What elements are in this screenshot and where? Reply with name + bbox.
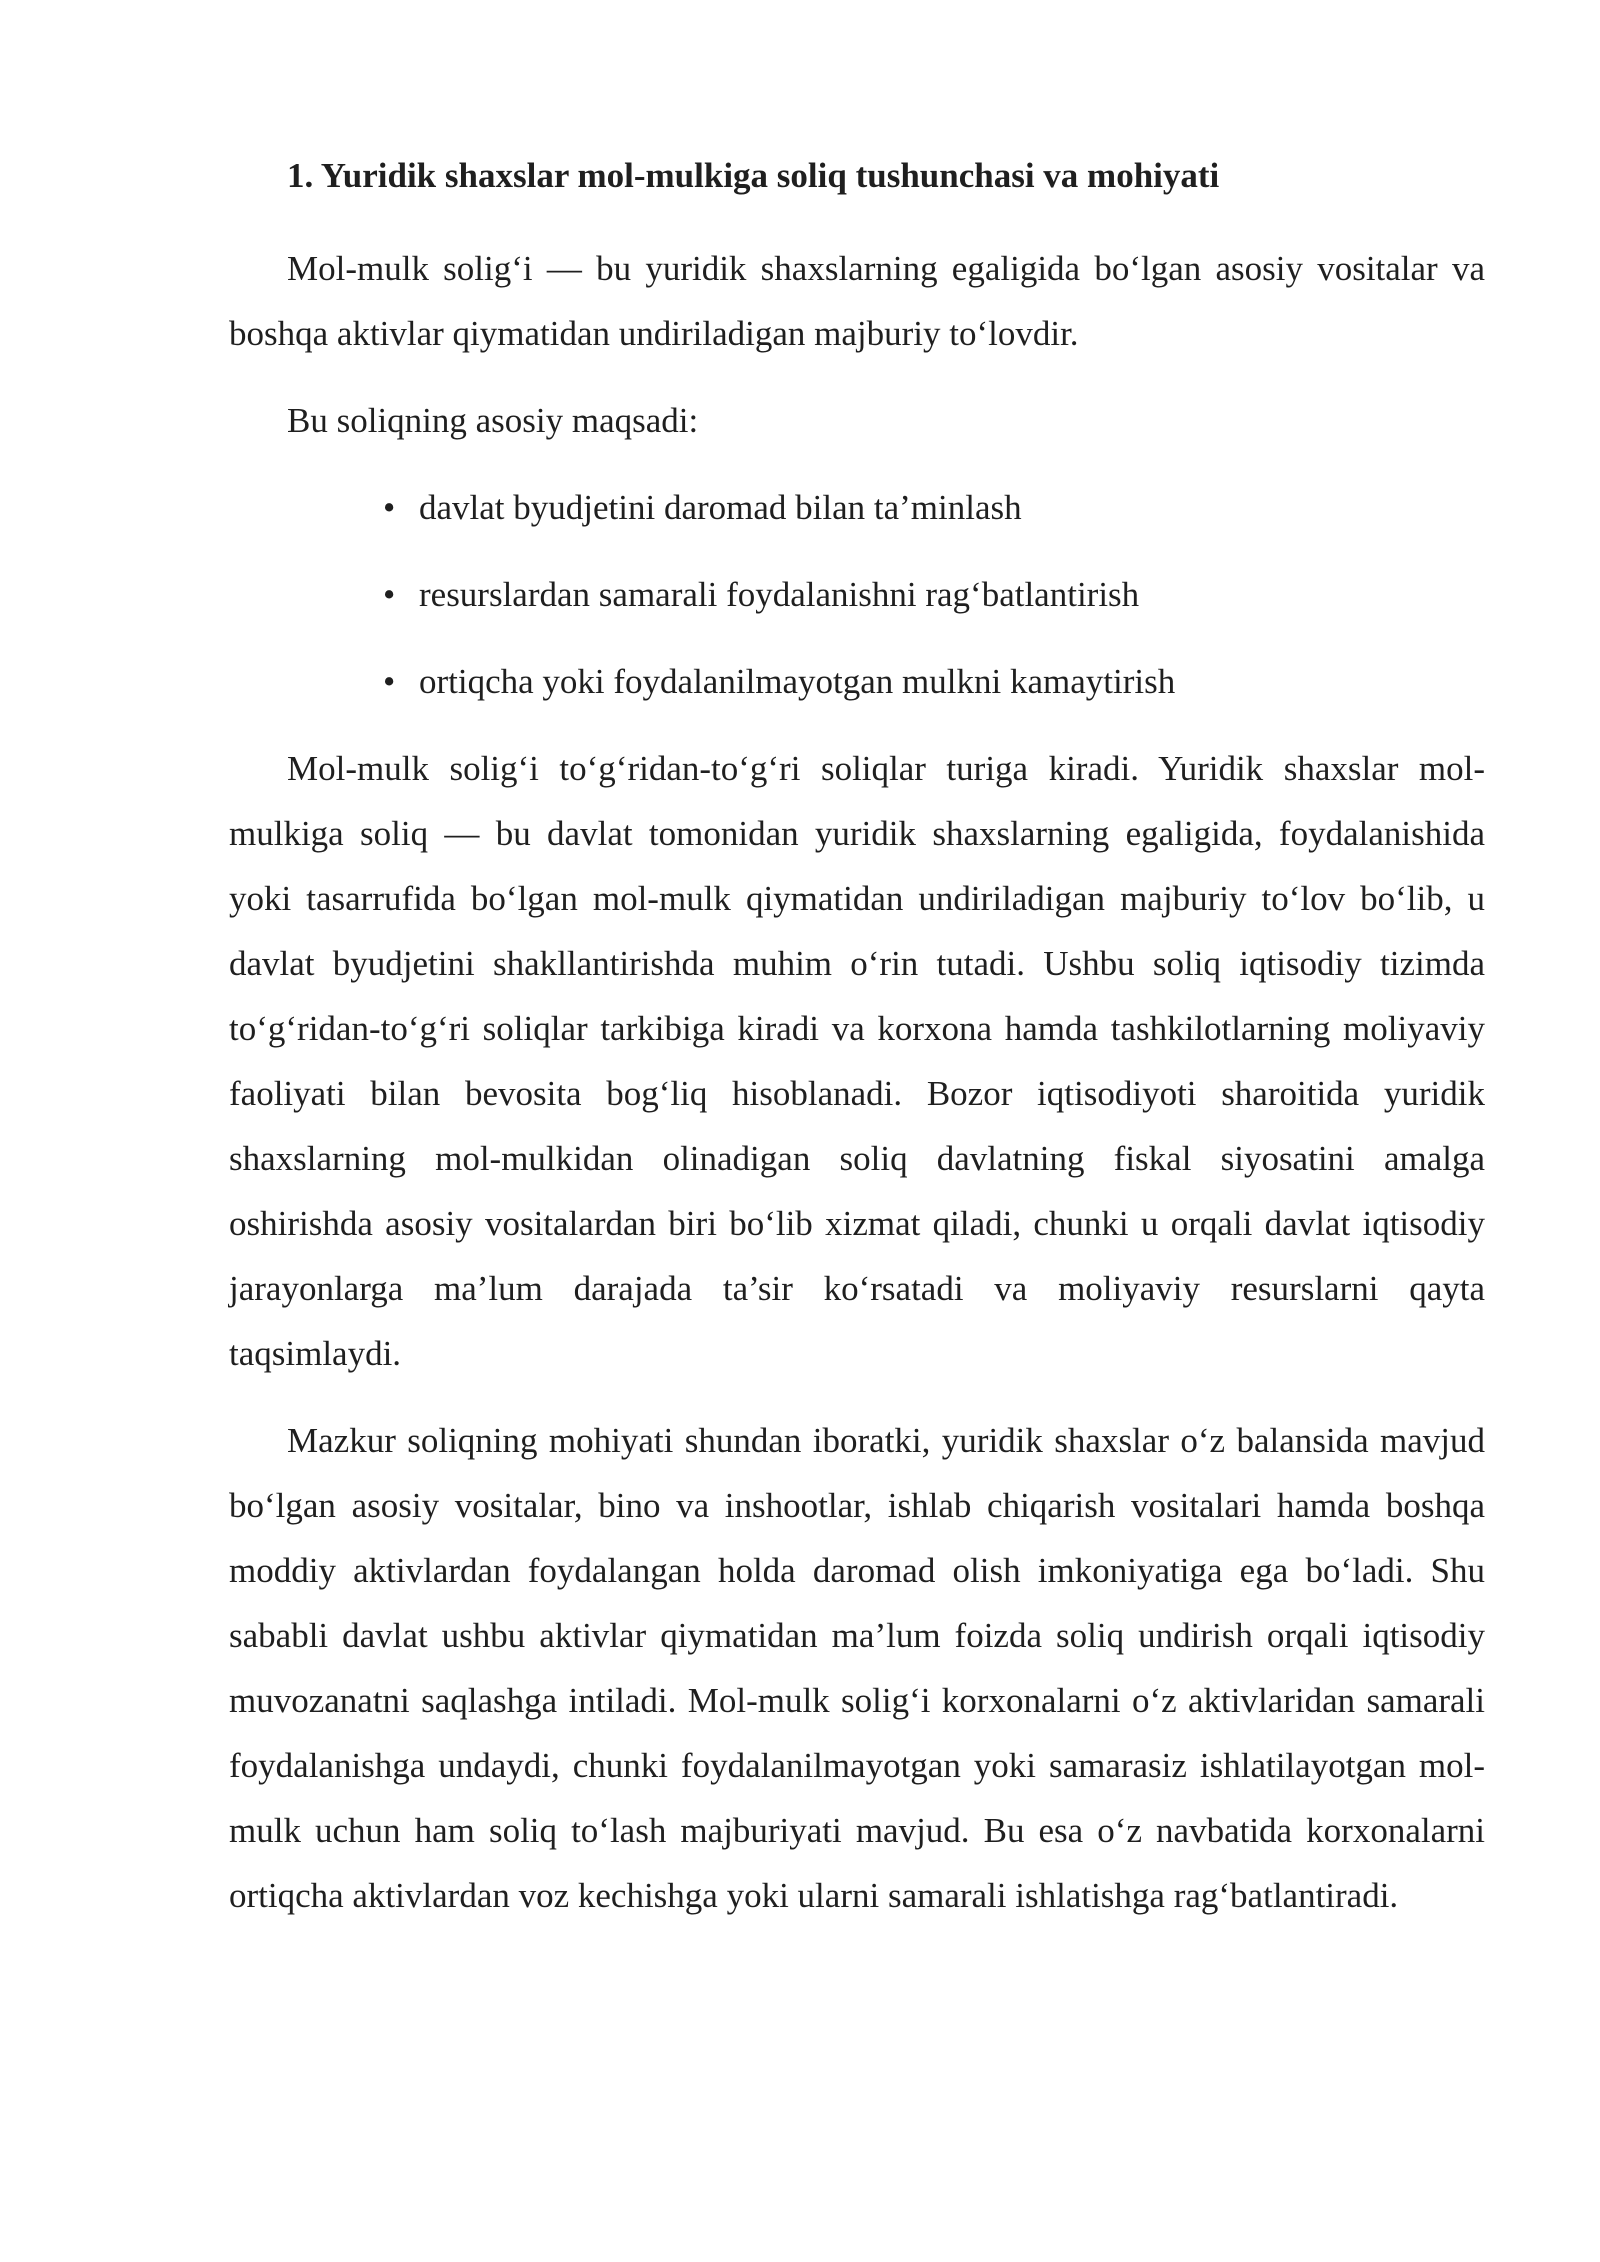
intro-paragraph: Mol-mulk solig‘i — bu yuridik shaxslarning egaligida bo‘lgan asosiy vositalar va boshqa aktivlar qiymatidan undiriladigan majburiy to‘lovdir.: [229, 249, 1485, 353]
list-item: [229, 649, 1485, 714]
document-body: [229, 148, 1485, 1928]
bullet-icon: •: [383, 662, 396, 701]
list-item-text: resurslardan samarali foydalanishni rag‘batlantirish: [419, 575, 1140, 614]
aim-lead-paragraph: Bu soliqning asosiy maqsadi:: [287, 401, 699, 440]
list-item-text: ortiqcha yoki foydalanilmayotgan mulkni kamaytirish: [419, 662, 1176, 701]
list-item-text: davlat byudjetini daromad bilan ta’minlash: [419, 488, 1022, 527]
list-item: [229, 562, 1485, 627]
list-item: [229, 475, 1485, 540]
aims-list: [229, 475, 1485, 714]
bullet-icon: •: [383, 575, 396, 614]
bullet-icon: •: [383, 488, 396, 527]
section-heading: 1. Yuridik shaxslar mol-mulkiga soliq tushunchasi va mohiyati: [287, 156, 1220, 195]
body-paragraph-3: Mazkur soliqning mohiyati shundan iboratki, yuridik shaxslar o‘z balansida mavjud bo‘lgan asosiy vositalar, bino va inshootlar, ishlab chiqarish vositalari hamda boshqa moddiy aktivlardan foydalangan holda daromad olish imkoniyatiga ega bo‘ladi. Shu sababli davlat ushbu aktivlar qiymatidan ma’lum foizda soliq undirish orqali iqtisodiy muvozanatni saqlashga intiladi. Mol-mulk solig‘i korxonalarni o‘z aktivlaridan samarali foydalanishga undaydi, chunki foydalanilmayotgan yoki samarasiz ishlatilayotgan mol-mulk uchun ham soliq to‘lash majburiyati mavjud. Bu esa o‘z navbatida korxonalarni ortiqcha aktivlardan voz kechishga yoki ularni samarali ishlatishga rag‘batlantiradi.: [229, 1421, 1485, 1915]
body-paragraph-2: Mol-mulk solig‘i to‘g‘ridan-to‘g‘ri soliqlar turiga kiradi. Yuridik shaxslar mol-mulkiga soliq — bu davlat tomonidan yuridik shaxslarning egaligida, foydalanishida yoki tasarrufida bo‘lgan mol-mulk qiymatidan undiriladigan majburiy to‘lov bo‘lib, u davlat byudjetini shakllantirishda muhim o‘rin tutadi. Ushbu soliq iqtisodiy tizimda to‘g‘ridan-to‘g‘ri soliqlar tarkibiga kiradi va korxona hamda tashkilotlarning moliyaviy faoliyati bilan bevosita bog‘liq hisoblanadi. Bozor iqtisodiyoti sharoitida yuridik shaxslarning mol-mulkidan olinadigan soliq davlatning fiskal siyosatini amalga oshirishda asosiy vositalardan biri bo‘lib xizmat qiladi, chunki u orqali davlat iqtisodiy jarayonlarga ma’lum darajada ta’sir ko‘rsatadi va moliyaviy resurslarni qayta taqsimlaydi.: [229, 749, 1485, 1373]
